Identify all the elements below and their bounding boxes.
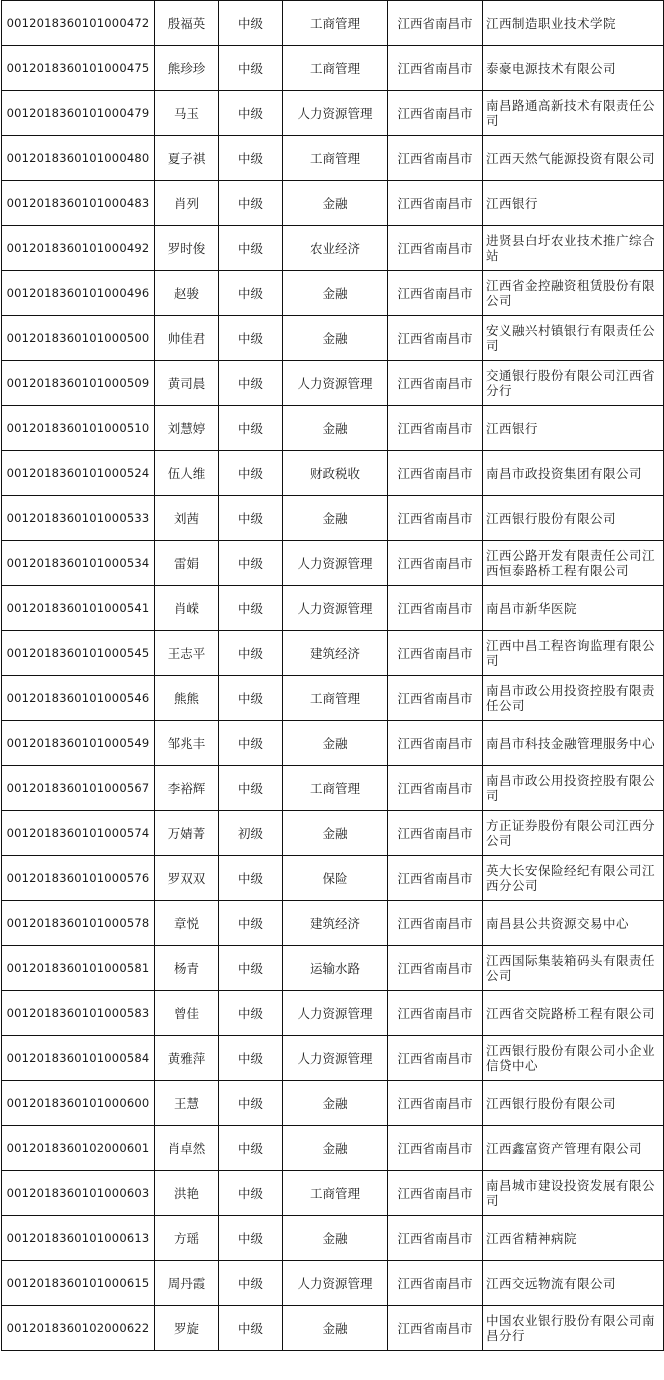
major-cell: 金融 xyxy=(283,721,388,766)
major-cell: 金融 xyxy=(283,1126,388,1171)
name-cell: 王慧 xyxy=(155,1081,219,1126)
major-cell: 人力资源管理 xyxy=(283,586,388,631)
table-row xyxy=(2,1171,664,1216)
table-row xyxy=(2,856,664,901)
organization-cell: 南昌市政公用投资控股有限责任公司 xyxy=(483,676,664,721)
cert-number-cell: 0012018360101000600 xyxy=(2,1081,155,1126)
major-cell: 建筑经济 xyxy=(283,901,388,946)
organization-cell: 进贤县白圩农业技术推广综合站 xyxy=(483,226,664,271)
major-cell: 工商管理 xyxy=(283,1,388,46)
major-cell: 金融 xyxy=(283,811,388,856)
name-cell: 罗时俊 xyxy=(155,226,219,271)
organization-cell: 泰豪电源技术有限公司 xyxy=(483,46,664,91)
level-cell: 中级 xyxy=(219,1306,283,1351)
cert-number-cell: 0012018360101000500 xyxy=(2,316,155,361)
level-cell: 中级 xyxy=(219,361,283,406)
organization-cell: 交通银行股份有限公司江西省分行 xyxy=(483,361,664,406)
cert-number-cell: 0012018360101000479 xyxy=(2,91,155,136)
organization-cell: 江西鑫富资产管理有限公司 xyxy=(483,1126,664,1171)
table-row xyxy=(2,316,664,361)
cert-number-cell: 0012018360101000574 xyxy=(2,811,155,856)
organization-cell: 南昌城市建设投资发展有限公司 xyxy=(483,1171,664,1216)
table-row xyxy=(2,1261,664,1306)
major-cell: 金融 xyxy=(283,1216,388,1261)
table-row xyxy=(2,271,664,316)
level-cell: 中级 xyxy=(219,541,283,586)
major-cell: 金融 xyxy=(283,181,388,226)
table-row xyxy=(2,136,664,181)
level-cell: 中级 xyxy=(219,406,283,451)
table-row xyxy=(2,451,664,496)
name-cell: 邹兆丰 xyxy=(155,721,219,766)
major-cell: 人力资源管理 xyxy=(283,1261,388,1306)
cert-number-cell: 0012018360101000475 xyxy=(2,46,155,91)
cert-number-cell: 0012018360102000622 xyxy=(2,1306,155,1351)
organization-cell: 江西银行 xyxy=(483,181,664,226)
table-row xyxy=(2,1036,664,1081)
organization-cell: 江西国际集装箱码头有限责任公司 xyxy=(483,946,664,991)
organization-cell: 江西银行 xyxy=(483,406,664,451)
region-cell: 江西省南昌市 xyxy=(388,946,483,991)
table-row xyxy=(2,676,664,721)
major-cell: 金融 xyxy=(283,1306,388,1351)
name-cell: 肖卓然 xyxy=(155,1126,219,1171)
region-cell: 江西省南昌市 xyxy=(388,91,483,136)
region-cell: 江西省南昌市 xyxy=(388,136,483,181)
level-cell: 中级 xyxy=(219,766,283,811)
organization-cell: 江西天然气能源投资有限公司 xyxy=(483,136,664,181)
name-cell: 赵骏 xyxy=(155,271,219,316)
major-cell: 人力资源管理 xyxy=(283,361,388,406)
name-cell: 黄司晨 xyxy=(155,361,219,406)
cert-number-cell: 0012018360101000603 xyxy=(2,1171,155,1216)
cert-number-cell: 0012018360101000546 xyxy=(2,676,155,721)
cert-number-cell: 0012018360101000524 xyxy=(2,451,155,496)
region-cell: 江西省南昌市 xyxy=(388,1036,483,1081)
organization-cell: 南昌县公共资源交易中心 xyxy=(483,901,664,946)
region-cell: 江西省南昌市 xyxy=(388,406,483,451)
table-row xyxy=(2,631,664,676)
region-cell: 江西省南昌市 xyxy=(388,811,483,856)
results-table xyxy=(1,0,664,1351)
cert-number-cell: 0012018360101000549 xyxy=(2,721,155,766)
name-cell: 熊珍珍 xyxy=(155,46,219,91)
name-cell: 罗双双 xyxy=(155,856,219,901)
table-row xyxy=(2,91,664,136)
organization-cell: 江西制造职业技术学院 xyxy=(483,1,664,46)
major-cell: 保险 xyxy=(283,856,388,901)
organization-cell: 方正证券股份有限公司江西分公司 xyxy=(483,811,664,856)
cert-number-cell: 0012018360101000581 xyxy=(2,946,155,991)
region-cell: 江西省南昌市 xyxy=(388,631,483,676)
cert-number-cell: 0012018360101000613 xyxy=(2,1216,155,1261)
major-cell: 金融 xyxy=(283,1081,388,1126)
level-cell: 中级 xyxy=(219,46,283,91)
table-row xyxy=(2,541,664,586)
level-cell: 中级 xyxy=(219,226,283,271)
major-cell: 工商管理 xyxy=(283,1171,388,1216)
major-cell: 金融 xyxy=(283,496,388,541)
level-cell: 中级 xyxy=(219,1126,283,1171)
organization-cell: 江西省金控融资租赁股份有限公司 xyxy=(483,271,664,316)
level-cell: 中级 xyxy=(219,136,283,181)
region-cell: 江西省南昌市 xyxy=(388,586,483,631)
cert-number-cell: 0012018360101000534 xyxy=(2,541,155,586)
region-cell: 江西省南昌市 xyxy=(388,361,483,406)
name-cell: 罗旋 xyxy=(155,1306,219,1351)
organization-cell: 南昌路通高新技术有限责任公司 xyxy=(483,91,664,136)
table-row xyxy=(2,721,664,766)
region-cell: 江西省南昌市 xyxy=(388,1126,483,1171)
table-row xyxy=(2,226,664,271)
level-cell: 中级 xyxy=(219,586,283,631)
cert-number-cell: 0012018360101000472 xyxy=(2,1,155,46)
table-row xyxy=(2,181,664,226)
organization-cell: 江西银行股份有限公司小企业信贷中心 xyxy=(483,1036,664,1081)
level-cell: 中级 xyxy=(219,496,283,541)
table-row xyxy=(2,766,664,811)
cert-number-cell: 0012018360101000483 xyxy=(2,181,155,226)
region-cell: 江西省南昌市 xyxy=(388,901,483,946)
major-cell: 建筑经济 xyxy=(283,631,388,676)
table-row xyxy=(2,901,664,946)
major-cell: 工商管理 xyxy=(283,136,388,181)
cert-number-cell: 0012018360101000533 xyxy=(2,496,155,541)
cert-number-cell: 0012018360102000601 xyxy=(2,1126,155,1171)
level-cell: 中级 xyxy=(219,676,283,721)
name-cell: 雷娟 xyxy=(155,541,219,586)
region-cell: 江西省南昌市 xyxy=(388,1081,483,1126)
region-cell: 江西省南昌市 xyxy=(388,1,483,46)
level-cell: 中级 xyxy=(219,856,283,901)
name-cell: 伍人维 xyxy=(155,451,219,496)
table-row xyxy=(2,946,664,991)
major-cell: 金融 xyxy=(283,316,388,361)
table-row xyxy=(2,586,664,631)
name-cell: 方瑶 xyxy=(155,1216,219,1261)
organization-cell: 江西银行股份有限公司 xyxy=(483,1081,664,1126)
level-cell: 中级 xyxy=(219,1261,283,1306)
table-row xyxy=(2,991,664,1036)
level-cell: 中级 xyxy=(219,991,283,1036)
name-cell: 肖列 xyxy=(155,181,219,226)
major-cell: 工商管理 xyxy=(283,766,388,811)
name-cell: 王志平 xyxy=(155,631,219,676)
region-cell: 江西省南昌市 xyxy=(388,721,483,766)
cert-number-cell: 0012018360101000510 xyxy=(2,406,155,451)
name-cell: 帅佳君 xyxy=(155,316,219,361)
name-cell: 马玉 xyxy=(155,91,219,136)
table-row xyxy=(2,406,664,451)
cert-number-cell: 0012018360101000567 xyxy=(2,766,155,811)
table-body xyxy=(2,1,664,1351)
organization-cell: 江西银行股份有限公司 xyxy=(483,496,664,541)
region-cell: 江西省南昌市 xyxy=(388,766,483,811)
organization-cell: 江西公路开发有限责任公司江西恒泰路桥工程有限公司 xyxy=(483,541,664,586)
organization-cell: 南昌市政公用投资控股有限公司 xyxy=(483,766,664,811)
major-cell: 金融 xyxy=(283,406,388,451)
cert-number-cell: 0012018360101000509 xyxy=(2,361,155,406)
level-cell: 中级 xyxy=(219,1,283,46)
table-row xyxy=(2,811,664,856)
major-cell: 运输水路 xyxy=(283,946,388,991)
table-row xyxy=(2,1216,664,1261)
level-cell: 中级 xyxy=(219,271,283,316)
cert-number-cell: 0012018360101000584 xyxy=(2,1036,155,1081)
region-cell: 江西省南昌市 xyxy=(388,1171,483,1216)
major-cell: 人力资源管理 xyxy=(283,541,388,586)
cert-number-cell: 0012018360101000583 xyxy=(2,991,155,1036)
region-cell: 江西省南昌市 xyxy=(388,991,483,1036)
name-cell: 万婧菁 xyxy=(155,811,219,856)
organization-cell: 江西省精神病院 xyxy=(483,1216,664,1261)
level-cell: 中级 xyxy=(219,1036,283,1081)
cert-number-cell: 0012018360101000578 xyxy=(2,901,155,946)
name-cell: 黄雅萍 xyxy=(155,1036,219,1081)
level-cell: 中级 xyxy=(219,901,283,946)
region-cell: 江西省南昌市 xyxy=(388,496,483,541)
name-cell: 夏子祺 xyxy=(155,136,219,181)
major-cell: 人力资源管理 xyxy=(283,91,388,136)
major-cell: 农业经济 xyxy=(283,226,388,271)
region-cell: 江西省南昌市 xyxy=(388,316,483,361)
region-cell: 江西省南昌市 xyxy=(388,541,483,586)
cert-number-cell: 0012018360101000576 xyxy=(2,856,155,901)
major-cell: 工商管理 xyxy=(283,46,388,91)
major-cell: 金融 xyxy=(283,271,388,316)
region-cell: 江西省南昌市 xyxy=(388,226,483,271)
level-cell: 中级 xyxy=(219,631,283,676)
level-cell: 中级 xyxy=(219,91,283,136)
region-cell: 江西省南昌市 xyxy=(388,856,483,901)
name-cell: 刘茜 xyxy=(155,496,219,541)
organization-cell: 江西交远物流有限公司 xyxy=(483,1261,664,1306)
level-cell: 中级 xyxy=(219,946,283,991)
table-row xyxy=(2,1306,664,1351)
region-cell: 江西省南昌市 xyxy=(388,1306,483,1351)
table-row xyxy=(2,1,664,46)
table-row xyxy=(2,361,664,406)
region-cell: 江西省南昌市 xyxy=(388,451,483,496)
level-cell: 初级 xyxy=(219,811,283,856)
major-cell: 人力资源管理 xyxy=(283,1036,388,1081)
organization-cell: 英大长安保险经纪有限公司江西分公司 xyxy=(483,856,664,901)
organization-cell: 中国农业银行股份有限公司南昌分行 xyxy=(483,1306,664,1351)
cert-number-cell: 0012018360101000480 xyxy=(2,136,155,181)
region-cell: 江西省南昌市 xyxy=(388,181,483,226)
table-row xyxy=(2,1081,664,1126)
major-cell: 人力资源管理 xyxy=(283,991,388,1036)
name-cell: 章悦 xyxy=(155,901,219,946)
region-cell: 江西省南昌市 xyxy=(388,1216,483,1261)
name-cell: 洪艳 xyxy=(155,1171,219,1216)
name-cell: 李裕辉 xyxy=(155,766,219,811)
major-cell: 财政税收 xyxy=(283,451,388,496)
table-row xyxy=(2,46,664,91)
region-cell: 江西省南昌市 xyxy=(388,271,483,316)
name-cell: 周丹霞 xyxy=(155,1261,219,1306)
table-row xyxy=(2,1126,664,1171)
table-row xyxy=(2,496,664,541)
organization-cell: 江西省交院路桥工程有限公司 xyxy=(483,991,664,1036)
level-cell: 中级 xyxy=(219,451,283,496)
organization-cell: 南昌市新华医院 xyxy=(483,586,664,631)
organization-cell: 安义融兴村镇银行有限责任公司 xyxy=(483,316,664,361)
level-cell: 中级 xyxy=(219,316,283,361)
name-cell: 杨青 xyxy=(155,946,219,991)
organization-cell: 南昌市科技金融管理服务中心 xyxy=(483,721,664,766)
major-cell: 工商管理 xyxy=(283,676,388,721)
cert-number-cell: 0012018360101000541 xyxy=(2,586,155,631)
level-cell: 中级 xyxy=(219,181,283,226)
name-cell: 曾佳 xyxy=(155,991,219,1036)
name-cell: 肖嵘 xyxy=(155,586,219,631)
cert-number-cell: 0012018360101000545 xyxy=(2,631,155,676)
region-cell: 江西省南昌市 xyxy=(388,676,483,721)
name-cell: 殷福英 xyxy=(155,1,219,46)
level-cell: 中级 xyxy=(219,1081,283,1126)
cert-number-cell: 0012018360101000615 xyxy=(2,1261,155,1306)
name-cell: 刘慧婷 xyxy=(155,406,219,451)
region-cell: 江西省南昌市 xyxy=(388,1261,483,1306)
region-cell: 江西省南昌市 xyxy=(388,46,483,91)
cert-number-cell: 0012018360101000496 xyxy=(2,271,155,316)
organization-cell: 江西中昌工程咨询监理有限公司 xyxy=(483,631,664,676)
level-cell: 中级 xyxy=(219,721,283,766)
name-cell: 熊熊 xyxy=(155,676,219,721)
organization-cell: 南昌市政投资集团有限公司 xyxy=(483,451,664,496)
level-cell: 中级 xyxy=(219,1171,283,1216)
level-cell: 中级 xyxy=(219,1216,283,1261)
cert-number-cell: 0012018360101000492 xyxy=(2,226,155,271)
